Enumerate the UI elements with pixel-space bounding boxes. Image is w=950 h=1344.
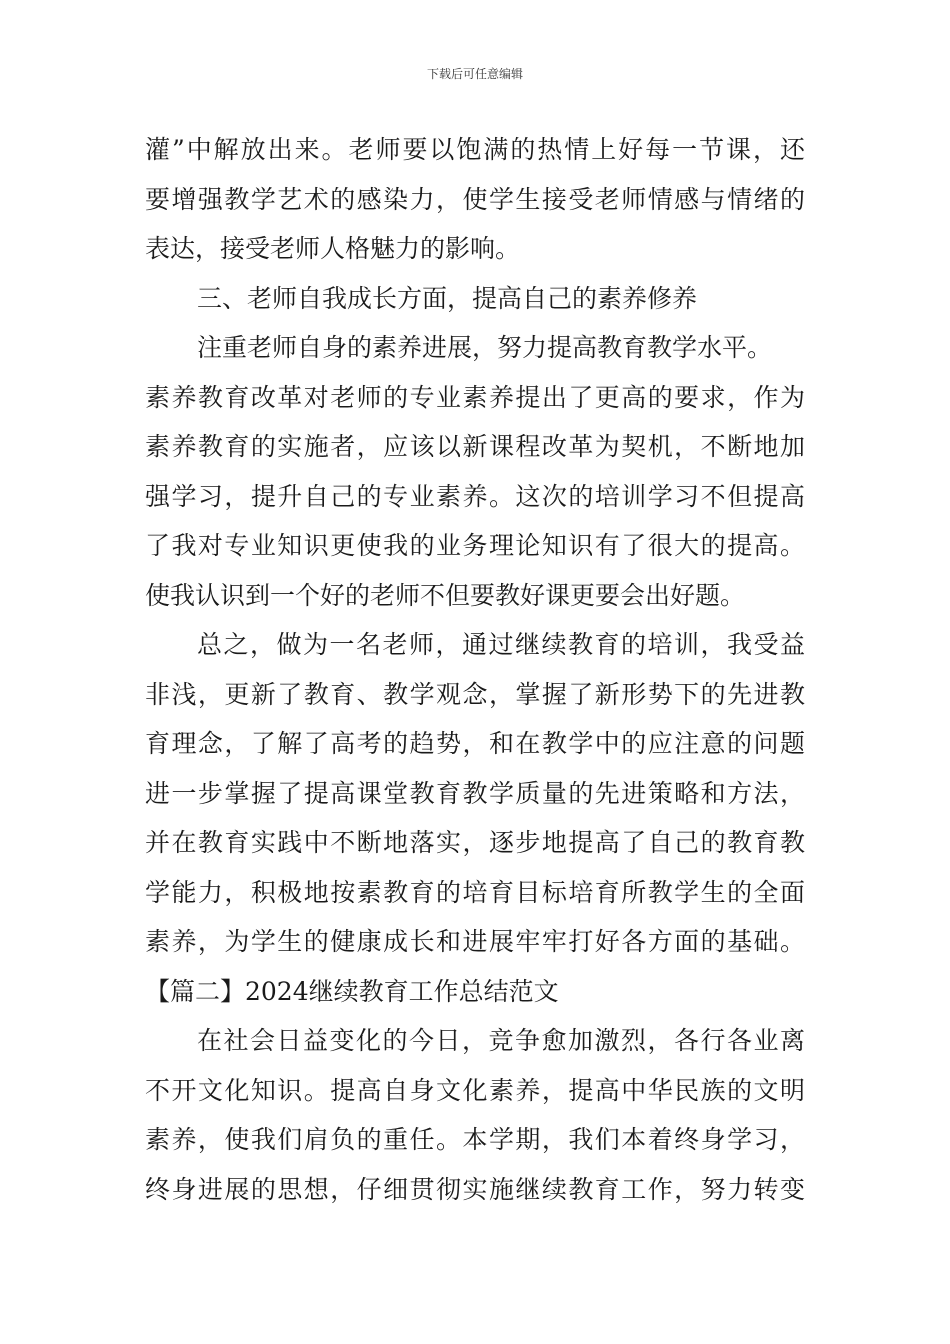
text-line: 表达，接受老师人格魅力的影响。 [145, 234, 521, 263]
text-line: 强学习，提升自己的专业素养。这次的培训学习不但提高 [145, 481, 805, 511]
section-title: 【篇二】2024继续教育工作总结范文 [145, 976, 559, 1006]
text-line: 终身进展的思想，仔细贯彻实施继续教育工作，努力转变 [145, 1174, 805, 1204]
paragraph-3 [145, 620, 805, 967]
text-line: 注重老师自身的素养进展，努力提高教育教学水平。 [197, 333, 773, 362]
paragraph-1 [145, 125, 805, 274]
text-line: 育理念，了解了高考的趋势，和在教学中的应注意的问题 [145, 729, 805, 758]
paragraph-4 [145, 1016, 805, 1214]
text-line: 学能力，积极地按素教育的培育目标培育所教学生的全面 [145, 877, 805, 907]
text-line: 灌”中解放出来。老师要以饱满的热情上好每一节课，还 [145, 135, 805, 164]
document-body [145, 125, 805, 1214]
text-line: 在社会日益变化的今日，竞争愈加激烈，各行各业离 [197, 1026, 805, 1055]
section-heading-3: 三、老师自我成长方面，提高自己的素养修养 [197, 283, 698, 313]
paragraph-2 [145, 323, 805, 620]
page-header: 下载后可任意编辑 [426, 67, 523, 81]
text-line: 进一步掌握了提高课堂教育教学质量的先进策略和方法， [145, 778, 805, 808]
text-line: 素养教育改革对老师的专业素养提出了更高的要求，作为 [145, 382, 805, 412]
text-line: 总之，做为一名老师，通过继续教育的培训，我受益 [197, 630, 805, 659]
text-line: 素养教育的实施者，应该以新课程改革为契机，不断地加 [145, 432, 805, 461]
text-line: 了我对专业知识更使我的业务理论知识有了很大的提高。 [145, 531, 805, 560]
text-line: 并在教育实践中不断地落实，逐步地提高了自己的教育教 [145, 828, 805, 857]
text-line: 要增强教学艺术的感染力，使学生接受老师情感与情绪的 [145, 184, 805, 214]
text-line: 素养，使我们肩负的重任。本学期，我们本着终身学习， [145, 1125, 805, 1154]
text-line: 使我认识到一个好的老师不但要教好课更要会出好题。 [145, 580, 746, 610]
text-line: 不开文化知识。提高自身文化素养，提高中华民族的文明 [145, 1075, 805, 1105]
text-line: 素养，为学生的健康成长和进展牢牢打好各方面的基础。 [145, 927, 805, 956]
text-line: 非浅，更新了教育、教学观念，掌握了新形势下的先进教 [145, 679, 805, 709]
